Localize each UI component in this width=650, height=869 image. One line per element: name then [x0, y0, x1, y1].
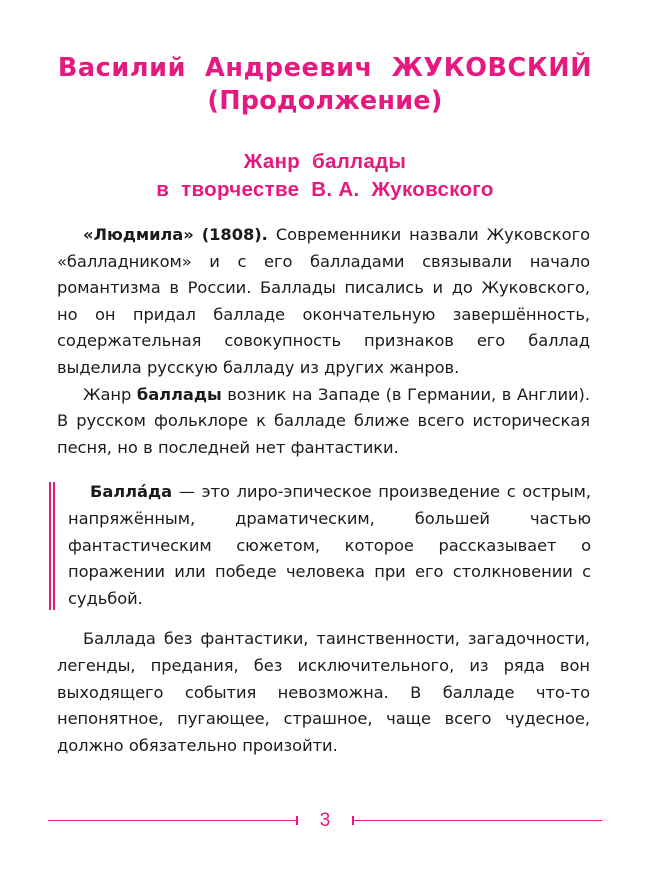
footer-rule-left — [48, 815, 298, 825]
title-line-continuation: (Продолжение) — [207, 86, 443, 116]
term-ballady: баллады — [136, 384, 222, 404]
definition-callout — [57, 479, 590, 612]
paragraph-genre-lead: Жанр — [83, 384, 137, 404]
accent-bar-icon — [49, 482, 55, 610]
definition-text — [68, 479, 591, 612]
page-number: 3 — [319, 809, 331, 831]
work-title-lyudmila: «Людмила» — [83, 225, 194, 244]
work-year-lyudmila: (1808). — [201, 225, 268, 244]
spacer-1 — [194, 225, 202, 244]
paragraph-lyudmila-rest: Современники назвали Жуковского «балладником» и с его балладами связывали начало романтизма в России. Баллады писались и до Жуковского, но он придал балладе окончательную завершённость, содержательная совокупность признаков его баллад выделила русскую балладу из других жанров. — [57, 225, 590, 377]
paragraph-genre-rest: возник на Западе (в Германии, в Англии). В русском фольклоре к балладе ближе всего историческая песня, но в последней нет фантастики. — [57, 384, 590, 457]
title-line-author: Василий Андреевич ЖУКОВСКИЙ — [57, 53, 593, 83]
footer-rule-right — [352, 815, 602, 825]
page-footer — [48, 805, 602, 835]
definition-body: — это лиро-эпическое произведение с острым, напряжённым, драматическим, большей частью фантастическим сюжетом, которое рассказывает о поражении или победе человека при его столкновении с судьбой. — [68, 482, 591, 608]
body-text — [57, 222, 590, 759]
page-title — [57, 52, 593, 118]
page-subtitle — [57, 148, 593, 204]
paragraph-ballad-features-text: Баллада без фантастики, таинственности, загадочности, легенды, предания, без исключительного, из ряда вон выходящего события невозможна. В балладе что-то непонятное, пугающее, страшное, чаще всего чудесное, должно обязательно произойти. — [57, 629, 590, 755]
paragraph-ballad-features — [57, 626, 590, 759]
paragraph-genre-origin — [57, 382, 590, 462]
definition-term-ballada: Балла́да — [90, 482, 173, 502]
subtitle-line-1: Жанр баллады — [243, 150, 407, 173]
subtitle-line-2: в творчестве В. А. Жуковского — [156, 178, 494, 201]
paragraph-lyudmila — [57, 222, 590, 382]
